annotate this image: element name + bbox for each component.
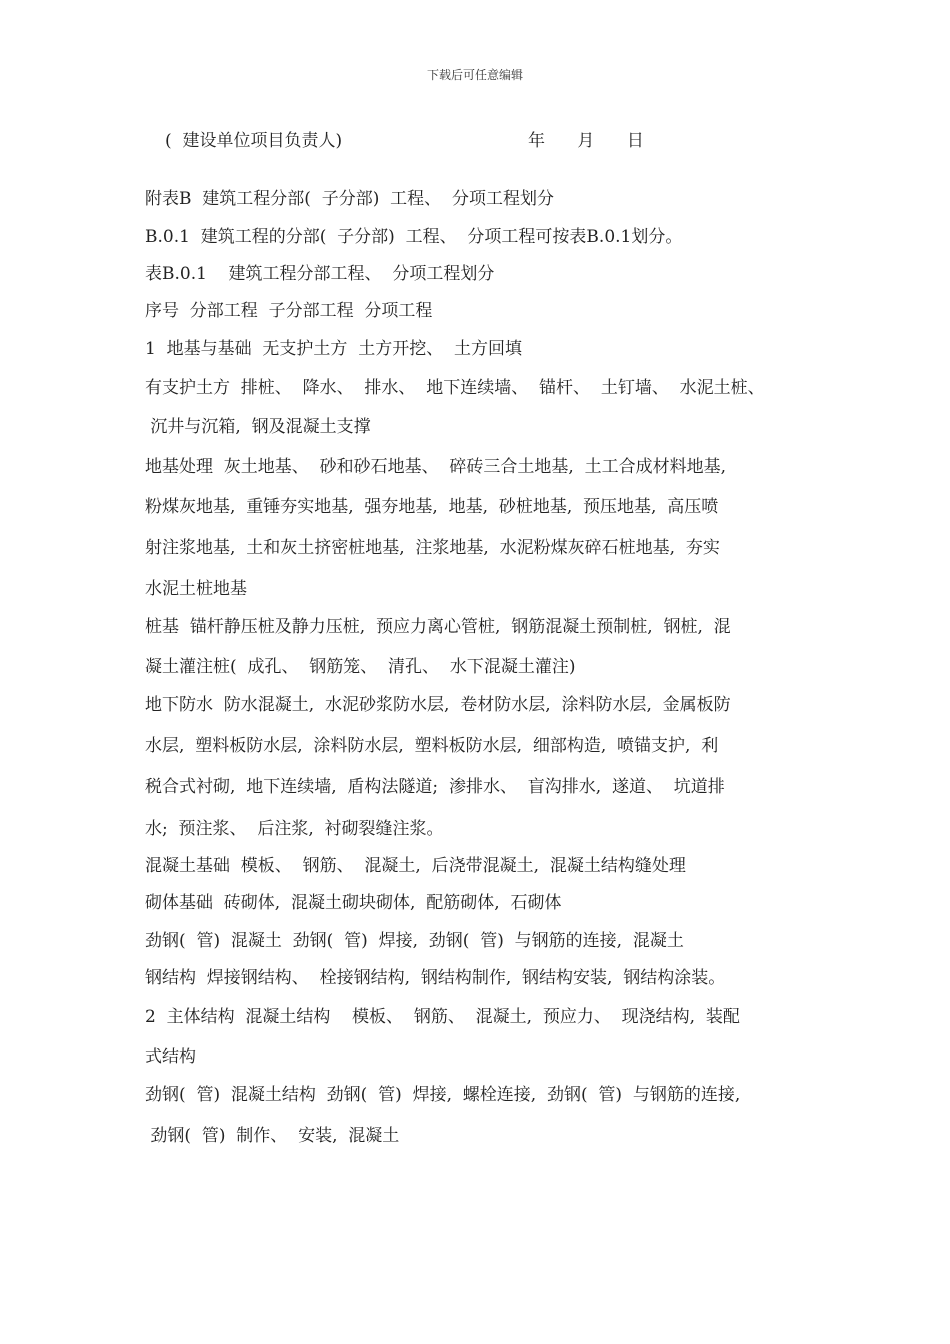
signature-date: 年 月 日 — [528, 131, 644, 151]
text-line: 劲钢( 管) 混凝土结构 劲钢( 管) 焊接, 螺栓连接, 劲钢( 管) 与钢筋的连接, — [145, 1085, 741, 1105]
text-line: 表B.0.1 建筑工程分部工程、 分项工程划分 — [145, 264, 495, 284]
text-line: 序号 分部工程 子分部工程 分项工程 — [145, 301, 433, 321]
text-line: 地下防水 防水混凝土, 水泥砂浆防水层, 卷材防水层, 涂料防水层, 金属板防 — [145, 695, 731, 715]
text-line: B.0.1 建筑工程的分部( 子分部) 工程、 分项工程可按表B.0.1划分。 — [145, 227, 683, 247]
header-note: 下载后可任意编辑 — [426, 68, 523, 82]
text-line: 劲钢( 管) 混凝土 劲钢( 管) 焊接, 劲钢( 管) 与钢筋的连接, 混凝土 — [145, 931, 684, 951]
text-line: 劲钢( 管) 制作、 安装, 混凝土 — [145, 1126, 400, 1146]
text-line: 水; 预注浆、 后注浆, 衬砌裂缝注浆。 — [145, 819, 444, 839]
text-line: 粉煤灰地基, 重锤夯实地基, 强夯地基, 地基, 砂桩地基, 预压地基, 高压喷 — [145, 497, 719, 517]
text-line: 水泥土桩地基 — [145, 579, 247, 599]
text-line: 钢结构 焊接钢结构、 栓接钢结构, 钢结构制作, 钢结构安装, 钢结构涂装。 — [145, 968, 726, 988]
signature-label: ( 建设单位项目负责人) — [165, 131, 343, 151]
text-line: 式结构 — [145, 1047, 196, 1067]
text-line: 射注浆地基, 土和灰土挤密桩地基, 注浆地基, 水泥粉煤灰碎石桩地基, 夯实 — [145, 538, 720, 558]
text-line: 水层, 塑料板防水层, 涂料防水层, 塑料板防水层, 细部构造, 喷锚支护, 利 — [145, 736, 719, 756]
text-line: 2 主体结构 混凝土结构 模板、 钢筋、 混凝土, 预应力、 现浇结构, 装配 — [145, 1007, 740, 1027]
text-line: 地基处理 灰土地基、 砂和砂石地基、 碎砖三合土地基, 土工合成材料地基, — [145, 457, 727, 477]
text-line: 1 地基与基础 无支护土方 土方开挖、 土方回填 — [145, 339, 523, 359]
text-line: 凝土灌注桩( 成孔、 钢筋笼、 清孔、 水下混凝土灌注) — [145, 657, 576, 677]
text-line: 附表B 建筑工程分部( 子分部) 工程、 分项工程划分 — [145, 189, 554, 209]
text-line: 桩基 锚杆静压桩及静力压桩, 预应力离心管桩, 钢筋混凝土预制桩, 钢桩, 混 — [145, 617, 731, 637]
text-line: 混凝土基础 模板、 钢筋、 混凝土, 后浇带混凝土, 混凝土结构缝处理 — [145, 856, 686, 876]
text-line: 有支护土方 排桩、 降水、 排水、 地下连续墙、 锚杆、 土钉墙、 水泥土桩、 — [145, 378, 765, 398]
text-line: 沉井与沉箱, 钢及混凝土支撑 — [145, 417, 371, 437]
text-line: 砌体基础 砖砌体, 混凝土砌块砌体, 配筋砌体, 石砌体 — [145, 893, 562, 913]
text-line: 税合式衬砌, 地下连续墙, 盾构法隧道; 渗排水、 盲沟排水, 遂道、 坑道排 — [145, 777, 725, 797]
